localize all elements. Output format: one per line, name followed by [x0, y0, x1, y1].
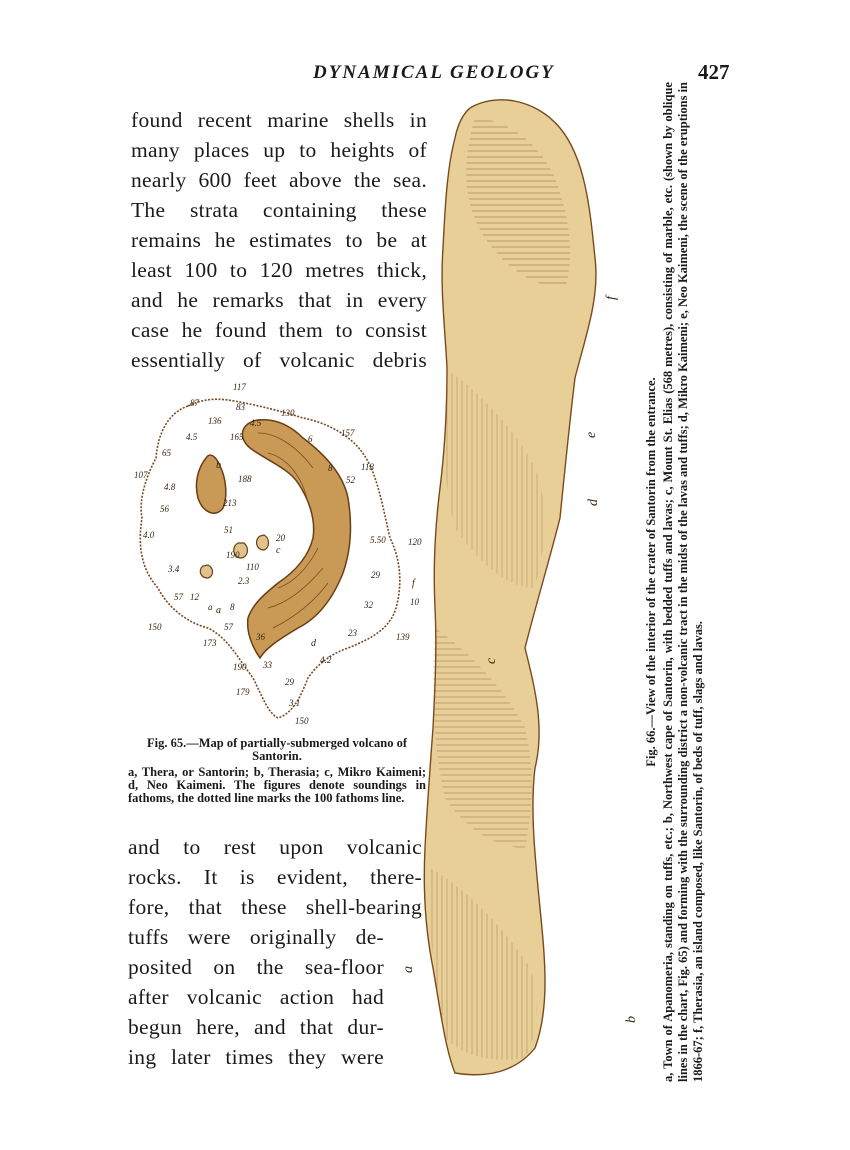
sounding: 118	[361, 462, 374, 472]
therasia-island	[196, 455, 225, 513]
top-paragraph	[131, 105, 427, 375]
sounding: 190	[226, 550, 240, 560]
text-line: rocks. It is evident, there-	[128, 865, 422, 889]
sounding: 56	[160, 504, 169, 514]
sounding: 4.5	[250, 418, 262, 428]
sounding: 23	[348, 628, 357, 638]
text-line: after volcanic action had	[128, 985, 384, 1009]
figure-65-caption-title: Fig. 65.—Map of partially-submerged volcano of Santorin.	[146, 736, 408, 763]
sounding: 8	[328, 463, 333, 473]
sounding: 165	[230, 432, 244, 442]
text-line: posited on the sea-floor	[128, 955, 384, 979]
sounding: 188	[238, 474, 252, 484]
sounding: b	[216, 460, 221, 471]
sounding: 117	[233, 382, 246, 392]
sounding: 52	[346, 475, 355, 485]
sounding: a	[216, 605, 221, 616]
text-line: case he found them to consist	[131, 318, 427, 342]
text-line: and he remarks that in every	[131, 288, 427, 312]
panorama-label-f: f	[604, 296, 619, 300]
sounding: 6	[308, 434, 313, 444]
figure-65-caption-body: a, Thera, or Santorin; b, Therasia; c, Mikro Kaimeni; d, Neo Kaimeni. The figures denote soundings in fathoms, the dotted line marks the 100 fathoms line.	[128, 765, 426, 805]
page-number: 427	[698, 60, 730, 84]
panorama-label-b: b	[624, 1016, 639, 1023]
sounding: 4.0	[143, 530, 155, 540]
panorama-label-d: d	[586, 499, 601, 506]
sounding: 29	[285, 677, 294, 687]
sounding: 107	[134, 470, 148, 480]
sounding: d	[311, 638, 316, 649]
bottom-paragraph	[128, 832, 422, 1072]
sounding: 57	[174, 592, 183, 602]
figure-66-caption-title: Fig. 66.—View of the interior of the crater of Santorin from the entrance.	[644, 377, 658, 767]
crater-panorama	[385, 88, 650, 1083]
sounding: 36	[256, 632, 265, 642]
text-line: remains he estimates to be at	[131, 228, 427, 252]
sounding: 130	[281, 408, 295, 418]
sounding: 110	[246, 562, 259, 572]
text-line: fore, that these shell-bearing	[128, 895, 422, 919]
sounding: f	[412, 578, 415, 589]
text-line: least 100 to 120 metres thick,	[131, 258, 427, 282]
sounding: 150	[295, 716, 309, 726]
sounding: 65	[162, 448, 171, 458]
panorama-label-a: a	[401, 966, 416, 973]
sounding: 120	[408, 537, 422, 547]
text-line: and to rest upon volcanic	[128, 835, 422, 859]
sounding: 32	[364, 600, 373, 610]
sounding: 150	[148, 622, 162, 632]
sounding: 3.1	[289, 698, 301, 708]
sounding: a	[208, 602, 213, 612]
text-line: found recent marine shells in	[131, 108, 427, 132]
sounding: 83	[236, 402, 245, 412]
text-line: nearly 600 feet above the sea.	[131, 168, 427, 192]
sounding: 33	[263, 660, 272, 670]
sounding: 8	[230, 602, 235, 612]
figure-66-caption	[644, 82, 734, 1082]
sounding: c	[276, 545, 281, 556]
text-line: begun here, and that dur-	[128, 1015, 384, 1039]
sounding: 2.3	[238, 576, 250, 586]
sounding: 136	[208, 416, 222, 426]
sounding: 10	[410, 597, 419, 607]
text-line: many places up to heights of	[131, 138, 427, 162]
running-head: DYNAMICAL GEOLOGY	[313, 62, 555, 83]
sounding: 12	[190, 592, 199, 602]
sounding: 190	[233, 662, 247, 672]
sounding: 51	[224, 525, 233, 535]
sounding: 139	[396, 632, 410, 642]
sounding: 179	[236, 687, 250, 697]
text-line: ing later times they were	[128, 1045, 384, 1069]
sounding: 4.5	[186, 432, 198, 442]
sounding: 57	[224, 622, 233, 632]
text-line: tuffs were originally de-	[128, 925, 384, 949]
sounding: 20	[276, 533, 285, 543]
text-line: essentially of volcanic debris	[131, 348, 427, 372]
panorama-label-e: e	[584, 431, 599, 438]
sounding: 29	[371, 570, 380, 580]
text-line: The strata containing these	[131, 198, 427, 222]
sounding: 157	[341, 428, 355, 438]
sounding: 3.4	[168, 564, 180, 574]
sounding: 5.50	[370, 535, 386, 545]
panorama-label-c: c	[484, 657, 499, 664]
sounding: 213	[223, 498, 237, 508]
sounding: 87	[190, 398, 199, 408]
sounding: 4.2	[320, 655, 332, 665]
sounding: 4.8	[164, 482, 176, 492]
figure-66-caption-body: a, Town of Apanomeria, standing on tuffs, etc.; b, Northwest cape of Santorin, with bedded tuffs and lavas; c, Mount St. Elias (568 metres), consisting of marble, etc. (shown by oblique lines in the chart, Fig. 65) and forming with the surrounding district a non-volcanic tract in the midst of the lavas and tuffs; d, Mikro Kaimeni; e, Neo Kaimeni, the scene of the eruptions in 1866-67; f, Therasia, an island composed, like Santorin, of beds of tuff, slags and lavas.	[661, 82, 705, 1082]
sounding: 173	[203, 638, 217, 648]
